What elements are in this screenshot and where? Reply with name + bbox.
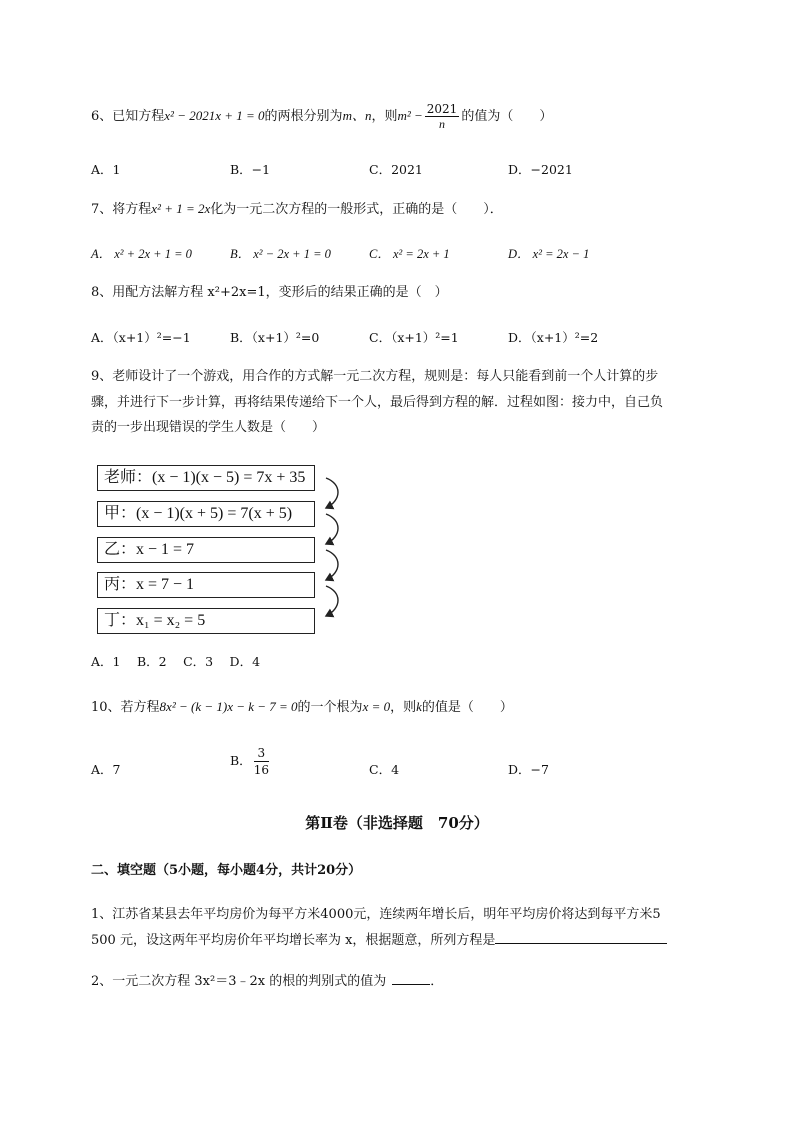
section-fill-in-heading: 二、填空题（5小题，每小题4分，共计20分） [91, 863, 362, 878]
q10-option-a: A．7 [91, 762, 121, 777]
q7-prefix: 7、将方程 [91, 202, 152, 217]
fill-1-text: 500 元，设这两年平均房价年平均增长率为 x，根据题意，所列方程是 [91, 933, 496, 948]
q10-suffix-lead: ，则 [390, 700, 417, 715]
q8-option-b: B．（x+1）²=0 [230, 330, 320, 345]
q6-fraction-denominator: n [439, 117, 446, 131]
fill-2 [91, 975, 443, 988]
part-2-title: 第Ⅱ卷（非选择题 70分） [305, 814, 489, 832]
q8-option-d: D．（x+1）²=2 [508, 330, 599, 345]
q7-option-d: D． x² = 2x − 1 [508, 247, 590, 261]
q6-roots: m、n [342, 108, 372, 123]
q9-line-2: 骤，并进行下一步计算，再将结果传递给下一个人，最后得到方程的解．过程如图：接力中，自己负 [91, 395, 664, 410]
q7-option-c: C． x² = 2x + 1 [369, 247, 450, 261]
q10-option-b-fraction [254, 746, 269, 777]
flow-arrows [318, 470, 348, 630]
q6-equation: x² − 2021x + 1 = 0 [164, 108, 265, 123]
q6-suffix: 的值为（ ） [461, 109, 553, 124]
flow-step-ding: 丁：x₁ = x₂ = 5 [97, 608, 315, 634]
q10-option-b-denominator: 16 [253, 763, 269, 777]
flow-arrow-4 [326, 586, 338, 616]
q6-fraction [425, 103, 460, 130]
q9-line-1: 9、老师设计了一个游戏，用合作的方式解一元二次方程，规则是：每人只能看到前一个人计算的步 [91, 369, 659, 384]
q10-suffix: 的值是（ ） [421, 700, 513, 715]
flow-step-teacher: 老师：(x − 1)(x − 5) = 7x + 35 [97, 465, 315, 491]
q7-option-a: A． x² + 2x + 1 = 0 [91, 247, 192, 261]
q6-middle: 的两根分别为 [264, 109, 343, 124]
q6-option-b: B．−1 [230, 162, 271, 177]
question-10 [91, 700, 513, 714]
fill-2-answer-blank[interactable] [392, 984, 430, 985]
fill-2-text: 2、一元二次方程 3x²＝3﹣2x 的根的判别式的值为 [91, 974, 387, 989]
fill-1-line-2 [91, 934, 667, 947]
q6-then: ，则 [371, 109, 398, 124]
q7-equation: x² + 1 = 2x [151, 201, 211, 216]
q6-option-a: A．1 [91, 162, 121, 177]
q9-options: A．1 B．2 C．3 D．4 [91, 654, 261, 669]
q10-equation: 8x² − (k − 1)x − k − 7 = 0 [159, 699, 298, 714]
q6-expression-lead: m² − [397, 108, 423, 123]
q7-suffix: 化为一元二次方程的一般形式，正确的是（ ）． [210, 202, 503, 217]
q6-option-c: C．2021 [369, 162, 423, 177]
flow-arrow-3 [326, 550, 338, 580]
q10-root: x = 0 [362, 699, 391, 714]
fill-1-line-1: 1、江苏省某县去年平均房价为每平方米4000元，连续两年增长后，明年平均房价将达到每平方米5 [91, 907, 661, 922]
q7-option-b: B． x² − 2x + 1 = 0 [230, 247, 331, 261]
fill-1-answer-blank[interactable] [495, 943, 667, 944]
question-8: 8、用配方法解方程 x²+2x=1，变形后的结果正确的是（ ） [91, 285, 448, 300]
q10-prefix: 10、若方程 [91, 700, 160, 715]
q10-middle: 的一个根为 [297, 700, 363, 715]
flow-step-bing: 丙：x = 7 − 1 [97, 572, 315, 598]
flow-arrow-1 [326, 478, 338, 508]
q6-option-d: D．−2021 [508, 162, 573, 177]
q8-option-c: C．（x+1）²=1 [369, 330, 459, 345]
flow-step-yi: 乙：x − 1 = 7 [97, 537, 315, 563]
q10-variable: k [416, 699, 422, 714]
q10-option-c: C．4 [369, 762, 400, 777]
q10-option-b-label: B． [230, 753, 252, 768]
question-6 [91, 103, 552, 130]
q6-prefix: 6、已知方程 [91, 109, 165, 124]
question-7 [91, 202, 503, 216]
q6-fraction-numerator: 2021 [426, 102, 458, 116]
q8-option-a: A．（x+1）²=−1 [91, 330, 191, 345]
q9-line-3: 责的一步出现错误的学生人数是（ ） [91, 420, 326, 435]
flow-arrow-2 [326, 514, 338, 544]
q10-option-b-numerator: 3 [254, 746, 269, 762]
flow-step-jia: 甲：(x − 1)(x + 5) = 7(x + 5) [97, 501, 315, 527]
q10-option-b [230, 746, 271, 777]
fill-2-end: ． [430, 974, 444, 989]
q10-option-d: D．−7 [508, 762, 549, 777]
